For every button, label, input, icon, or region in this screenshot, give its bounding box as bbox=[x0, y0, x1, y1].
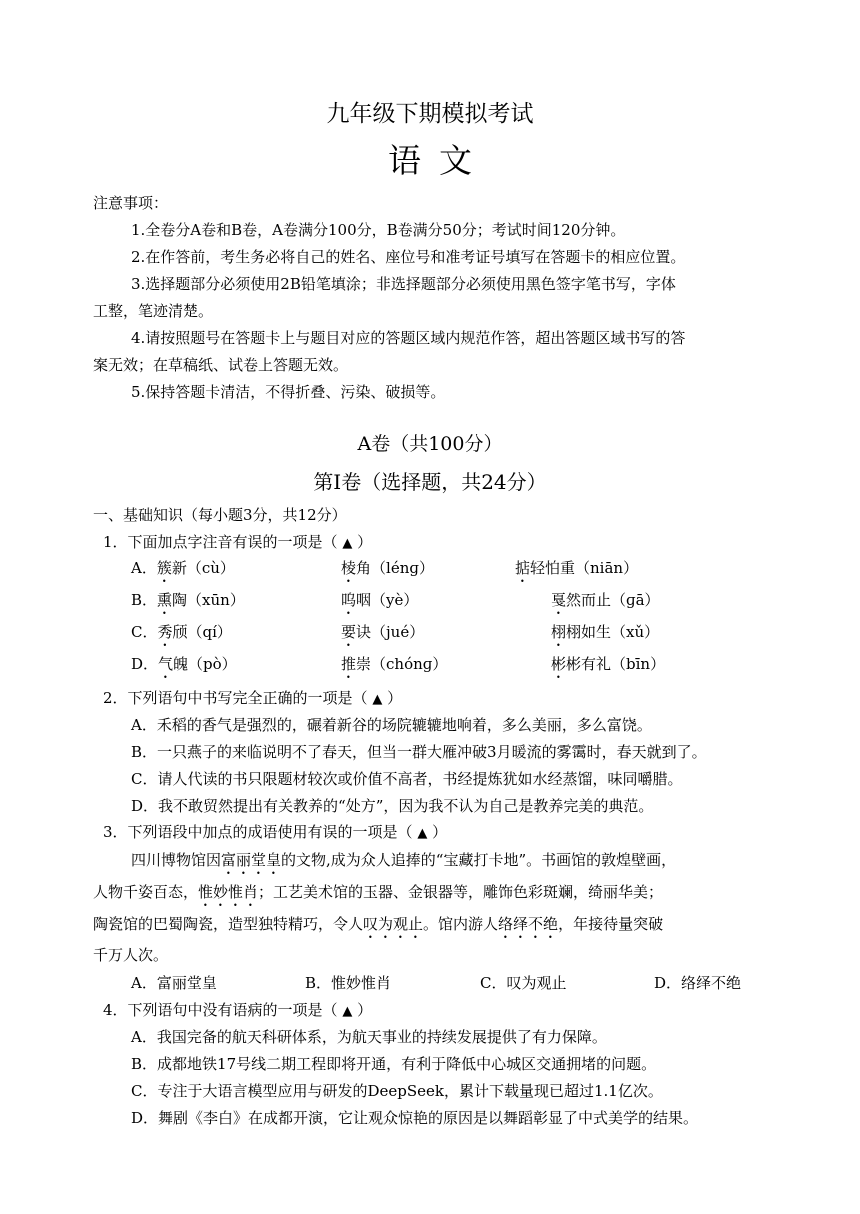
part-1-heading: 一、基础知识（每小题3分，共12分） bbox=[93, 506, 347, 524]
notice-line-3-cont: 工整，笔迹清楚。 bbox=[93, 302, 214, 320]
notice-line-3: 3.选择题部分必须使用2B铅笔填涂；非选择题部分必须使用黑色签字笔书写，字体 bbox=[131, 275, 676, 293]
q1-option-a-2: 棱角（lénɡ） bbox=[341, 559, 434, 577]
q3-option-d: D．络绎不绝 bbox=[654, 974, 742, 992]
q3-passage-line-3: 陶瓷馆的巴蜀陶瓷，造型独特精巧，令人叹为观止。馆内游人络绎不绝，年接待量突破 bbox=[93, 915, 664, 933]
answer-triangle-icon: ▲ bbox=[417, 826, 428, 841]
q1-option-b-1: B．熏陶（xūn） bbox=[131, 591, 245, 609]
q2-option-a: A．禾稻的香气是强烈的，碾着新谷的场院辘辘地响着，多么美丽，多么富饶。 bbox=[131, 716, 652, 734]
q4-stem: 4．下列语句中没有语病的一项是（ ▲ ） bbox=[103, 1001, 373, 1019]
q1-option-d-1: D．气魄（pò） bbox=[131, 655, 237, 673]
notice-line-5: 5.保持答题卡清洁，不得折叠、污染、破损等。 bbox=[131, 383, 446, 401]
q1-option-d-2: 推崇（chónɡ） bbox=[341, 655, 448, 673]
q3-passage-line-1: 四川博物馆因富丽堂皇的文物,成为众人追捧的“宝藏打卡地”。书画馆的敦煌壁画， bbox=[131, 851, 677, 869]
answer-triangle-icon: ▲ bbox=[342, 1004, 353, 1019]
q3-option-b: B．惟妙惟肖 bbox=[305, 974, 392, 992]
q4-option-b: B．成都地铁17号线二期工程即将开通，有利于降低中心城区交通拥堵的问题。 bbox=[131, 1055, 657, 1073]
q2-option-c: C．请人代读的书只限题材较次或价值不高者，书经提炼犹如水经蒸馏，味同嚼腊。 bbox=[131, 770, 683, 788]
notice-heading: 注意事项： bbox=[93, 194, 169, 212]
q2-option-d: D．我不敢贸然提出有关教养的“处方”，因为我不认为自己是教养完美的典范。 bbox=[131, 797, 654, 815]
q4-option-a: A．我国完备的航天科研体系，为航天事业的持续发展提供了有力保障。 bbox=[131, 1028, 607, 1046]
notice-line-1: 1.全卷分A卷和B卷，A卷满分100分，B卷满分50分；考试时间120分钟。 bbox=[131, 221, 626, 239]
q1-stem: 1．下面加点字注音有误的一项是（ ▲ ） bbox=[103, 533, 373, 551]
q1-option-d-3: 彬彬有礼（bīn） bbox=[551, 655, 666, 673]
q2-stem: 2．下列语句中书写完全正确的一项是（ ▲ ） bbox=[103, 689, 403, 707]
q4-option-c: C．专注于大语言模型应用与研发的DeepSeek，累计下载量现已超过1.1亿次。 bbox=[131, 1082, 663, 1100]
q1-option-a-1: A．簇新（cù） bbox=[131, 559, 235, 577]
q1-option-c-3: 栩栩如生（xǔ） bbox=[551, 623, 660, 641]
q1-option-b-3: 戛然而止（ɡā） bbox=[551, 591, 660, 609]
notice-line-4: 4.请按照题号在答题卡上与题目对应的答题区域内规范作答，超出答题区域书写的答 bbox=[131, 329, 686, 347]
q3-passage-line-4: 千万人次。 bbox=[93, 946, 169, 964]
q4-option-d: D．舞剧《李白》在成都开演，它让观众惊艳的原因是以舞蹈彰显了中式美学的结果。 bbox=[131, 1109, 699, 1127]
answer-triangle-icon: ▲ bbox=[342, 536, 353, 551]
q2-option-b: B．一只燕子的来临说明不了春天，但当一群大雁冲破3月暖流的雾霭时，春天就到了。 bbox=[131, 743, 707, 761]
notice-line-4-cont: 案无效；在草稿纸、试卷上答题无效。 bbox=[93, 356, 349, 374]
answer-triangle-icon: ▲ bbox=[372, 692, 383, 707]
notice-line-2: 2.在作答前，考生务必将自己的姓名、座位号和准考证号填写在答题卡的相应位置。 bbox=[131, 248, 686, 266]
q3-passage-line-2: 人物千姿百态，惟妙惟肖；工艺美术馆的玉器、金银器等，雕饰色彩斑斓，绮丽华美； bbox=[93, 883, 664, 901]
q1-option-b-2: 呜咽（yè） bbox=[341, 591, 419, 609]
q1-option-a-3: 掂轻怕重（niān） bbox=[515, 559, 639, 577]
exam-title: 九年级下期模拟考试 bbox=[326, 101, 534, 127]
q1-option-c-1: C．秀颀（qí） bbox=[131, 623, 232, 641]
q3-option-a: A．富丽堂皇 bbox=[131, 974, 217, 992]
q1-option-c-2: 要诀（jué） bbox=[341, 623, 425, 641]
section-1-heading: 第Ⅰ卷（选择题，共24分） bbox=[313, 470, 547, 494]
subject-title: 语文 bbox=[388, 141, 490, 180]
section-a-heading: A卷（共100分） bbox=[357, 433, 503, 455]
q3-option-c: C．叹为观止 bbox=[480, 974, 567, 992]
q3-stem: 3．下列语段中加点的成语使用有误的一项是（ ▲ ） bbox=[103, 823, 448, 841]
